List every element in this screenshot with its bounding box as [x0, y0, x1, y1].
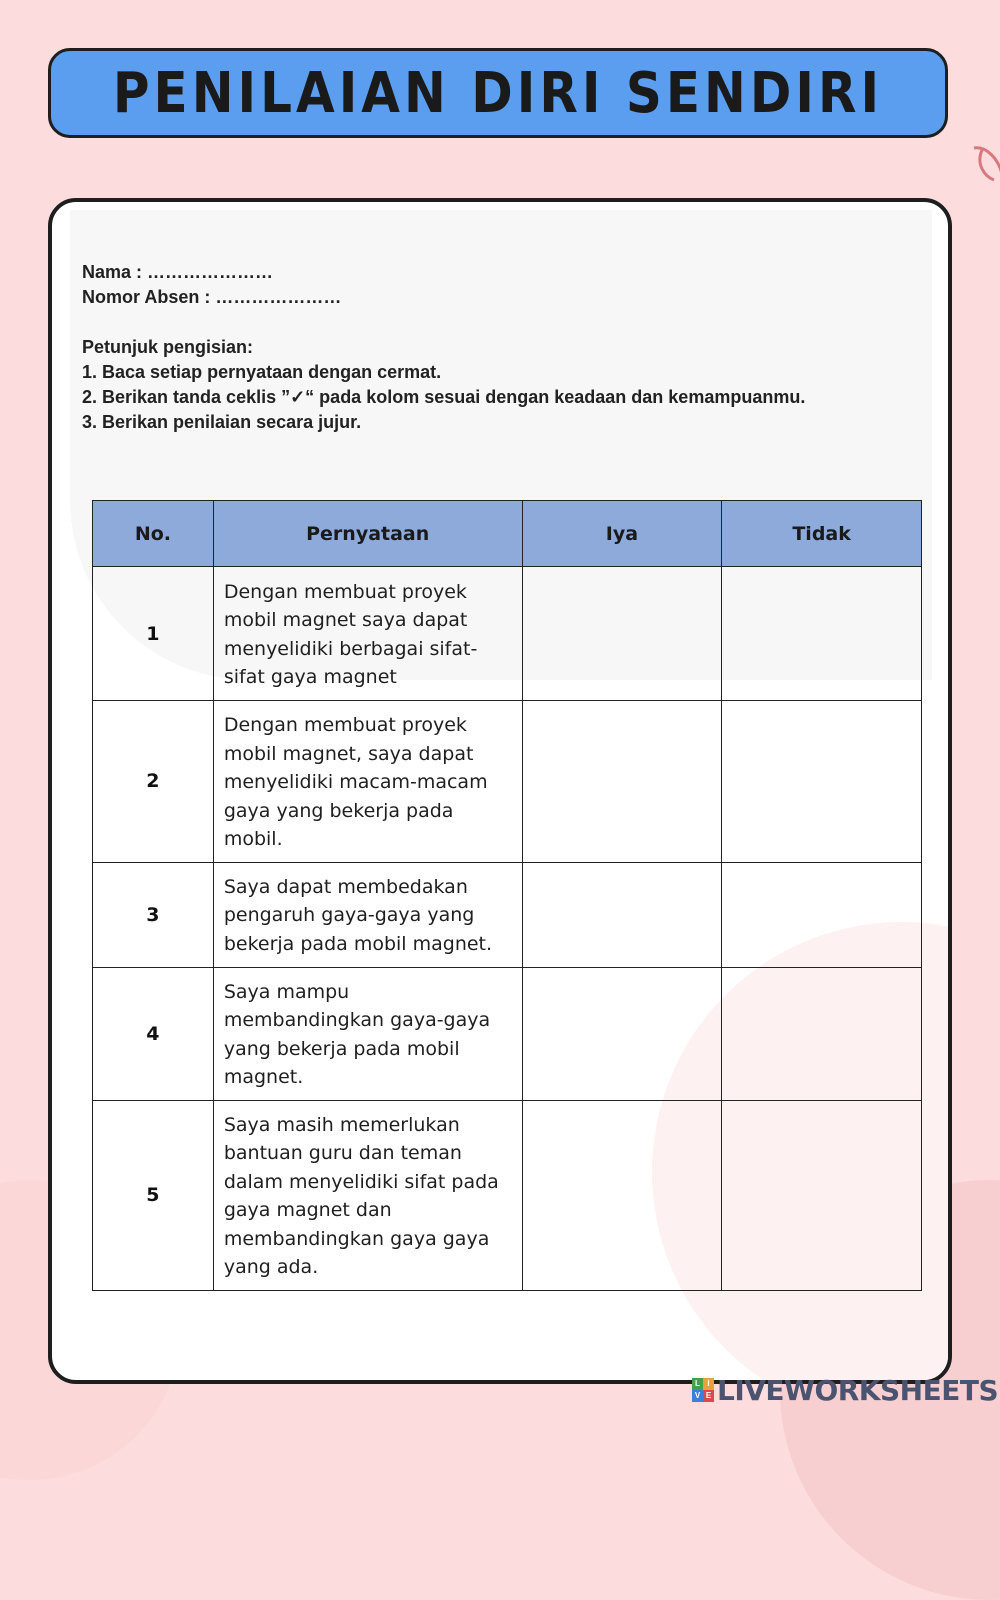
tidak-checkbox-cell[interactable] — [722, 567, 922, 701]
row-number: 4 — [93, 967, 214, 1100]
table-row — [93, 862, 922, 967]
iya-checkbox-cell[interactable] — [522, 1100, 722, 1290]
header-no: No. — [93, 501, 214, 567]
iya-checkbox-cell[interactable] — [522, 567, 722, 701]
instruction-item: 2. Berikan tanda ceklis ”✓“ pada kolom sesuai dengan keadaan dan kemampuanmu. — [82, 387, 806, 407]
student-info — [82, 260, 922, 435]
table-row — [93, 567, 922, 701]
instruction-item: 1. Baca setiap pernyataan dengan cermat. — [82, 362, 442, 382]
row-statement: Dengan membuat proyek mobil magnet saya dapat menyelidiki berbagai sifat-sifat gaya magnet — [213, 567, 522, 701]
row-statement: Saya dapat membedakan pengaruh gaya-gaya yang bekerja pada mobil magnet. — [213, 862, 522, 967]
page-title: PENILAIAN DIRI SENDIRI — [112, 60, 884, 126]
row-number: 5 — [93, 1100, 214, 1290]
name-field[interactable]: Nama : ………………… — [82, 262, 274, 282]
row-statement: Saya masih memerlukan bantuan guru dan teman dalam menyelidiki sifat pada gaya magnet dan membandingkan gaya gaya yang ada. — [213, 1100, 522, 1290]
instruction-item: 3. Berikan penilaian secara jujur. — [82, 412, 362, 432]
assessment-table — [92, 500, 922, 1291]
table-header-row — [93, 501, 922, 567]
tidak-checkbox-cell[interactable] — [722, 967, 922, 1100]
header-tidak: Tidak — [722, 501, 922, 567]
liveworksheets-logo-icon: L I V E — [692, 1378, 714, 1402]
iya-checkbox-cell[interactable] — [522, 862, 722, 967]
row-number: 1 — [93, 567, 214, 701]
liveworksheets-logo[interactable] — [692, 1374, 998, 1406]
tidak-checkbox-cell[interactable] — [722, 862, 922, 967]
leaf-decoration-icon — [972, 140, 1000, 200]
iya-checkbox-cell[interactable] — [522, 701, 722, 863]
table-row — [93, 1100, 922, 1290]
table-row — [93, 967, 922, 1100]
tidak-checkbox-cell[interactable] — [722, 701, 922, 863]
tidak-checkbox-cell[interactable] — [722, 1100, 922, 1290]
header-pernyataan: Pernyataan — [213, 501, 522, 567]
header-iya: Iya — [522, 501, 722, 567]
absen-field[interactable]: Nomor Absen : ………………… — [82, 287, 342, 307]
row-number: 2 — [93, 701, 214, 863]
iya-checkbox-cell[interactable] — [522, 967, 722, 1100]
logo-text: LIVEWORKSHEETS — [717, 1373, 999, 1407]
row-statement: Saya mampu membandingkan gaya-gaya yang bekerja pada mobil magnet. — [213, 967, 522, 1100]
row-statement: Dengan membuat proyek mobil magnet, saya dapat menyelidiki macam-macam gaya yang bekerja pada mobil. — [213, 701, 522, 863]
title-banner — [48, 48, 948, 138]
worksheet-card — [48, 198, 952, 1384]
instructions-heading: Petunjuk pengisian: — [82, 337, 254, 357]
table-row — [93, 701, 922, 863]
row-number: 3 — [93, 862, 214, 967]
